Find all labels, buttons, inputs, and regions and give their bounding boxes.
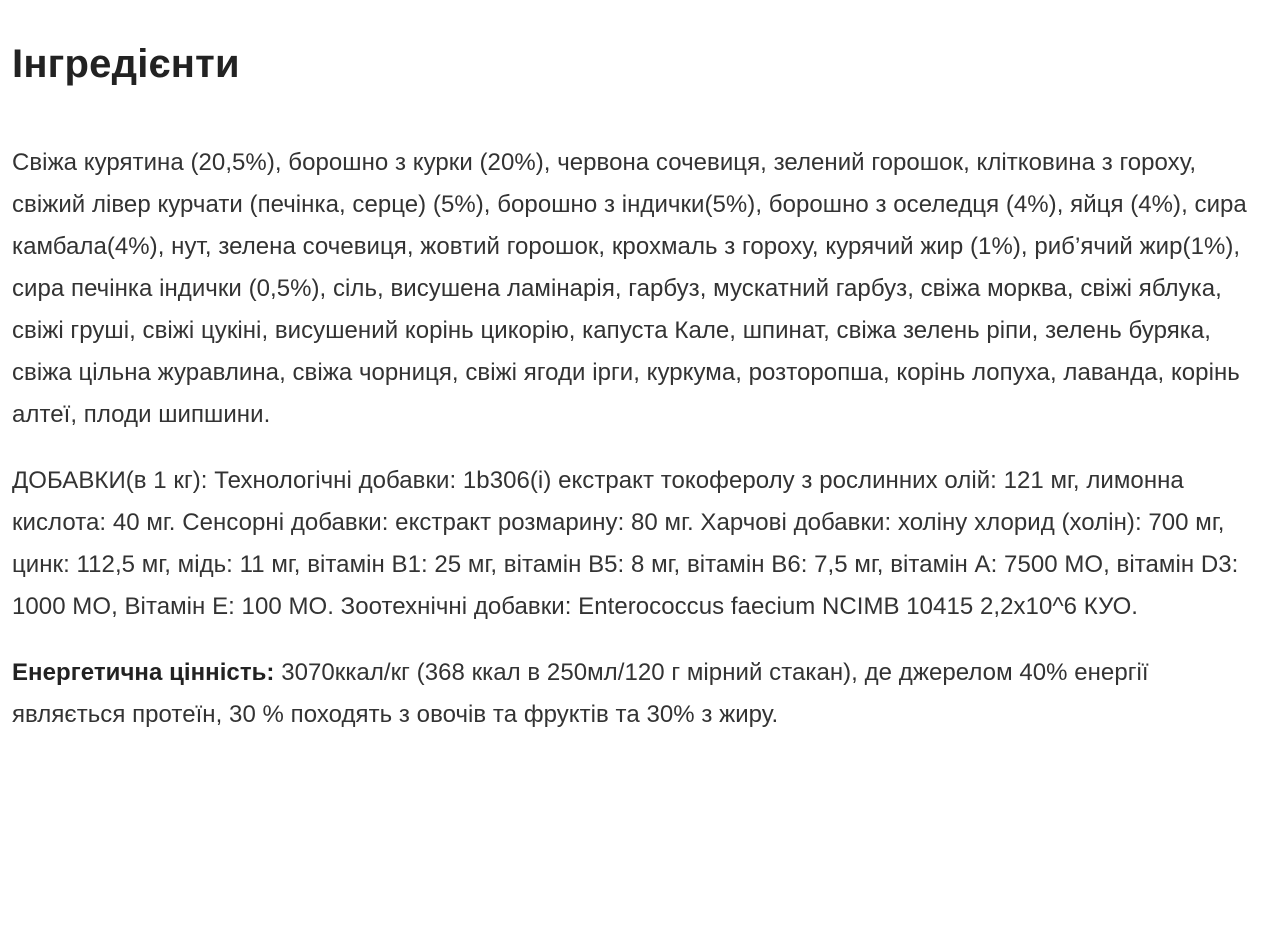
ingredients-content <box>12 142 1268 736</box>
energy-label: Енергетична цінність: <box>12 659 275 686</box>
page-title: Інгредієнти <box>12 42 240 86</box>
energy-paragraph <box>12 652 1268 736</box>
ingredients-paragraph: Свіжа курятина (20,5%), борошно з курки (20%), червона сочевиця, зелений горошок, клітковина з гороху, свіжий лівер курчати (печінка, серце) (5%), борошно з індички(5%), борошно з оселедця (4%), яйця (4%), сира камбала(4%), нут, зелена сочевиця, жовтий горошок, крохмаль з гороху, курячий жир (1%), риб’ячий жир(1%), сира печінка індички (0,5%), сіль, висушена ламінарія, гарбуз, мускатний гарбуз, свіжа морква, свіжі яблука, свіжі груші, свіжі цукіні, висушений корінь цикорію, капуста Кале, шпинат, свіжа зелень ріпи, зелень буряка, свіжа цільна журавлина, свіжа чорниця, свіжі ягоди ірги, куркума, розторопша, корінь лопуха, лаванда, корінь алтеї, плоди шипшини. <box>12 149 1247 428</box>
additives-paragraph: ДОБАВКИ(в 1 кг): Технологічні добавки: 1b306(i) екстракт токоферолу з рослинних олій: 121 мг, лимонна кислота: 40 мг. Сенсорні добавки: екстракт розмарину: 80 мг. Харчові добавки: холіну хлорид (холін): 700 мг, цинк: 112,5 мг, мідь: 11 мг, вітамін В1: 25 мг, вітамін В5: 8 мг, вітамін В6: 7,5 мг, вітамін А: 7500 МО, вітамін D3: 1000 МО, Вітамін Е: 100 МО. Зоотехнічні добавки: Enterococcus faecium NCIMB 10415 2,2х10^6 КУО. <box>12 467 1239 620</box>
energy-text: 3070ккал/кг (368 ккал в 250мл/120 г мірний стакан), де джерелом 40% енергії являється протеїн, 30 % походять з овочів та фруктів та 30% з жиру. <box>12 659 1149 728</box>
